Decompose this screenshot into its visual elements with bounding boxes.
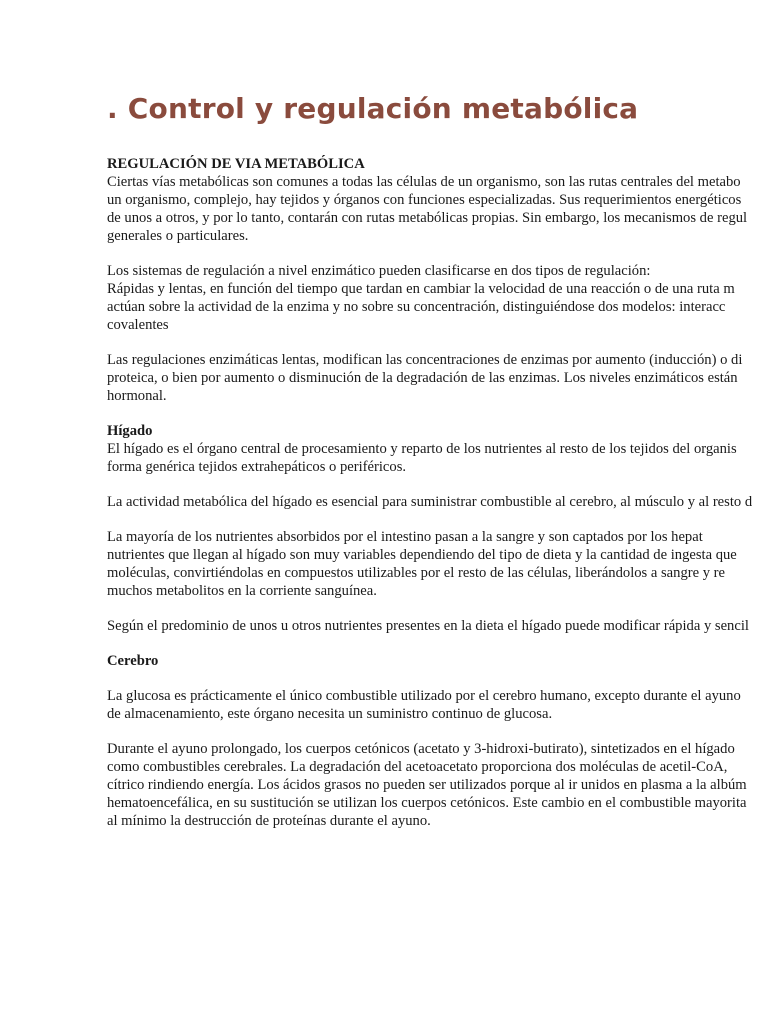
section-heading-cerebro: Cerebro: [107, 653, 159, 669]
paragraph-line: hematoencefálica, en su sustitución se utilizan los cuerpos cetónicos. Este cambio en el combustible mayorita: [107, 795, 747, 811]
paragraph-line: moléculas, convirtiéndolas en compuestos utilizables por el resto de las células, liberándolos a sangre y re: [107, 565, 726, 581]
section-heading-regulacion: REGULACIÓN DE VIA METABÓLICA: [107, 156, 365, 172]
paragraph-line: nutrientes que llegan al hígado son muy variables dependiendo del tipo de dieta y la cantidad de ingesta que: [107, 547, 737, 563]
paragraph-line: al mínimo la destrucción de proteínas durante el ayuno.: [107, 813, 431, 829]
paragraph-line: de almacenamiento, este órgano necesita un suministro continuo de glucosa.: [107, 706, 553, 722]
paragraph-line: Las regulaciones enzimáticas lentas, modifican las concentraciones de enzimas por aumento (inducción) o di: [107, 352, 743, 368]
paragraph-line: actúan sobre la actividad de la enzima y no sobre su concentración, distinguiéndose dos modelos: interacc: [107, 299, 726, 315]
paragraph-line: proteica, o bien por aumento o disminución de la degradación de las enzimas. Los niveles enzimáticos están: [107, 370, 738, 386]
paragraph-line: La mayoría de los nutrientes absorbidos por el intestino pasan a la sangre y son captados por los hepat: [107, 529, 703, 545]
paragraph-line: La actividad metabólica del hígado es esencial para suministrar combustible al cerebro, al músculo y al resto d: [107, 494, 753, 510]
paragraph-line: hormonal.: [107, 388, 167, 404]
paragraph-line: forma genérica tejidos extrahepáticos o periféricos.: [107, 459, 407, 475]
document-body: [107, 155, 767, 830]
paragraph-line: Rápidas y lentas, en función del tiempo que tardan en cambiar la velocidad de una reacción o de una ruta m: [107, 281, 735, 297]
paragraph-line: de unos a otros, y por lo tanto, contarán con rutas metabólicas propias. Sin embargo, los mecanismos de regul: [107, 210, 748, 226]
section-heading-higado: Hígado: [107, 423, 153, 439]
paragraph-line: cítrico rindiendo energía. Los ácidos grasos no pueden ser utilizados porque al ir unidos en plasma a la albúm: [107, 777, 747, 793]
paragraph-line: muchos metabolitos en la corriente sanguínea.: [107, 583, 377, 599]
paragraph-line: como combustibles cerebrales. La degradación del acetoacetato proporciona dos moléculas de acetil-CoA,: [107, 759, 728, 775]
paragraph-line: generales o particulares.: [107, 228, 249, 244]
paragraph-line: Según el predominio de unos u otros nutrientes presentes en la dieta el hígado puede modificar rápida y sencil: [107, 618, 749, 634]
paragraph-line: Durante el ayuno prolongado, los cuerpos cetónicos (acetato y 3-hidroxi-butirato), sintetizados en el hígado: [107, 741, 735, 757]
paragraph-line: La glucosa es prácticamente el único combustible utilizado por el cerebro humano, excepto durante el ayuno: [107, 688, 741, 704]
paragraph-line: Ciertas vías metabólicas son comunes a todas las células de un organismo, son las rutas centrales del metabo: [107, 174, 741, 190]
paragraph-line: El hígado es el órgano central de procesamiento y reparto de los nutrientes al resto de los tejidos del organis: [107, 441, 737, 457]
paragraph-line: Los sistemas de regulación a nivel enzimático pueden clasificarse en dos tipos de regulación:: [107, 263, 651, 279]
page-title: . Control y regulación metabólica: [107, 92, 639, 125]
paragraph-line: un organismo, complejo, hay tejidos y órganos con funciones especializadas. Sus requerimientos energéticos: [107, 192, 742, 208]
paragraph-line: covalentes: [107, 317, 169, 333]
